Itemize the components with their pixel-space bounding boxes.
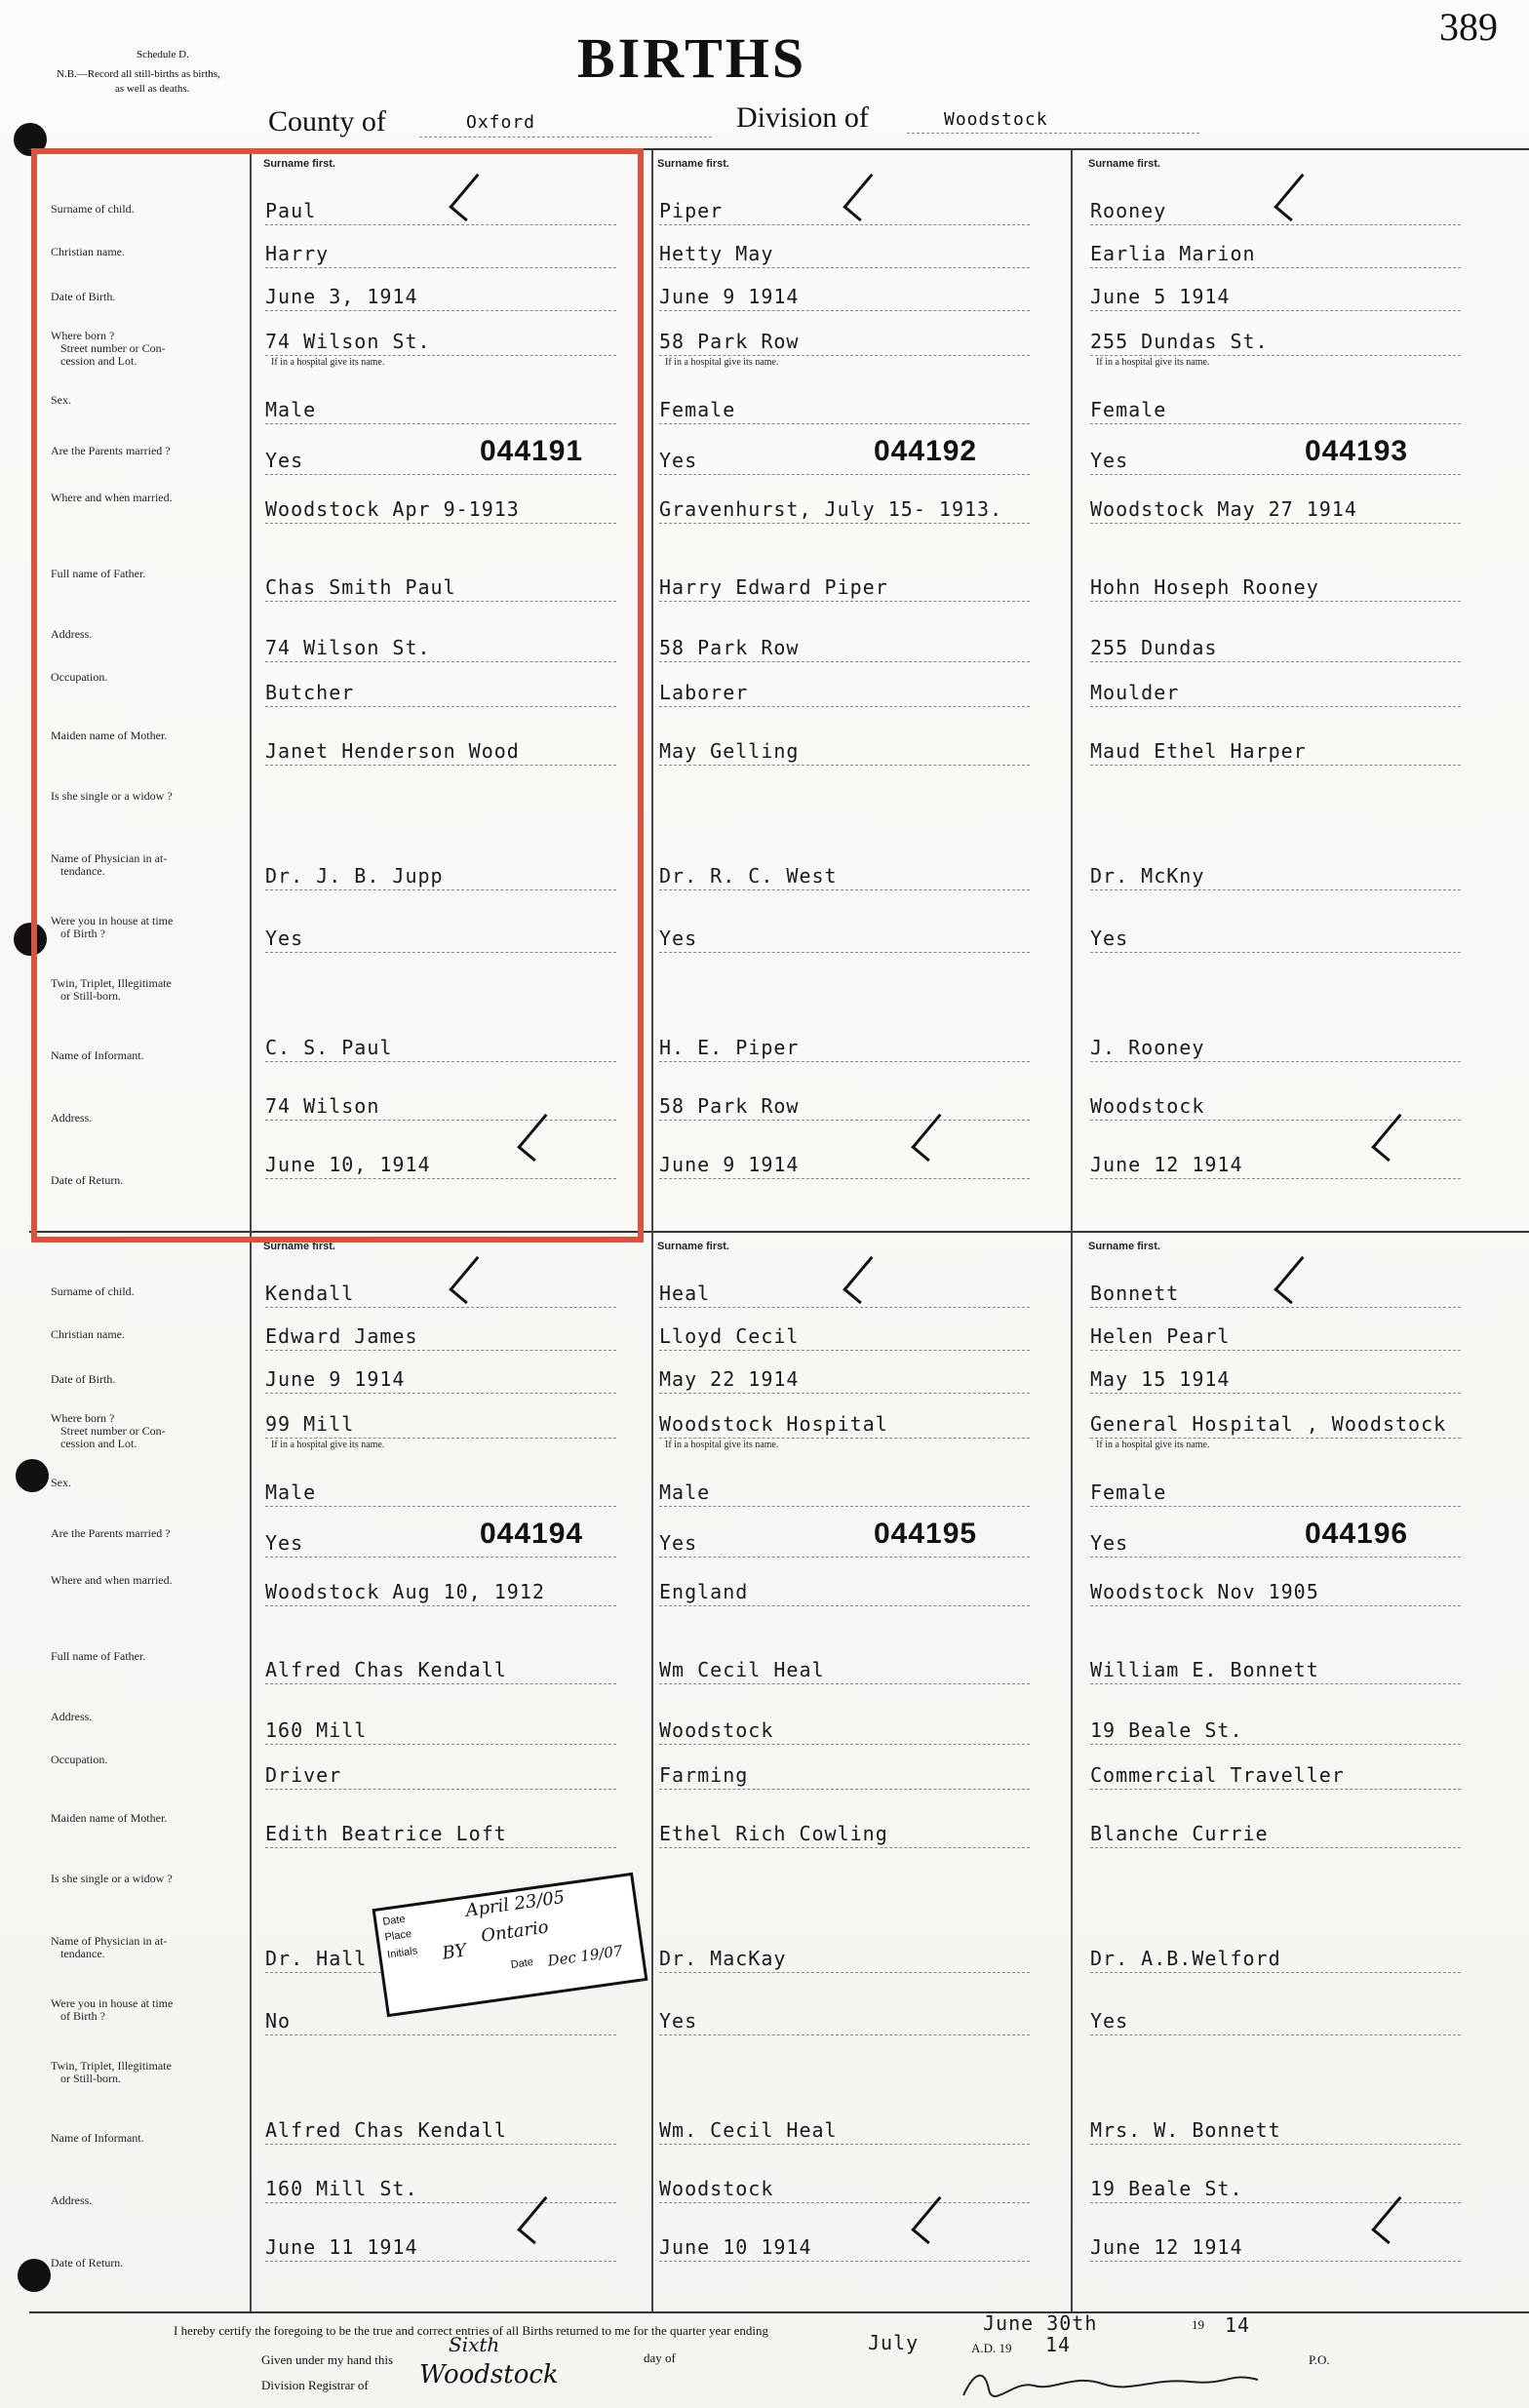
highlight-box	[31, 148, 644, 1243]
field-rule	[659, 1605, 1030, 1606]
field-father: Wm Cecil Heal	[659, 1658, 825, 1681]
field-informant: Alfred Chas Kendall	[265, 2118, 507, 2142]
field-address: 74 Wilson St.	[265, 636, 431, 659]
field-where-married: England	[659, 1580, 749, 1603]
registration-number: 044193	[1305, 435, 1409, 467]
field-christian: Lloyd Cecil	[659, 1324, 800, 1348]
field-rule	[265, 2202, 616, 2203]
field-inf-address: Woodstock	[659, 2177, 774, 2200]
punch-hole	[18, 2259, 51, 2292]
field-rule	[1090, 2034, 1461, 2035]
hospital-note: If in a hospital give its name.	[271, 357, 385, 368]
field-rule	[265, 1605, 616, 1606]
row-label: Christian name.	[51, 1327, 125, 1341]
year-suffix: 14	[1225, 2313, 1251, 2337]
field-where-married: Woodstock May 27 1914	[1090, 497, 1357, 521]
field-rule	[659, 1789, 1030, 1790]
registration-number: 044195	[874, 1518, 978, 1550]
field-inf-address: Woodstock	[1090, 1094, 1205, 1118]
field-address: 58 Park Row	[659, 636, 800, 659]
field-occupation: Moulder	[1090, 681, 1180, 704]
row-label: Street number or Con-	[60, 1424, 166, 1438]
field-surname: Paul	[265, 199, 317, 222]
division-rule	[907, 133, 1199, 134]
stamp-date2-value: Dec 19/07	[546, 1942, 624, 1970]
field-address: Woodstock	[659, 1718, 774, 1742]
row-label: Are the Parents married ?	[51, 1526, 171, 1540]
row-label: Where born ?	[51, 329, 115, 342]
check-mark	[843, 1256, 888, 1304]
stamp-place-label: Place	[383, 1928, 412, 1944]
stamp-date-value: April 23/05	[464, 1886, 567, 1921]
field-rule	[1090, 1307, 1461, 1308]
field-where-married: Woodstock Aug 10, 1912	[265, 1580, 545, 1603]
field-rule	[1090, 765, 1461, 766]
field-rule	[659, 765, 1030, 766]
field-where-married: Gravenhurst, July 15- 1913.	[659, 497, 1003, 521]
row-label: Where and when married.	[51, 1573, 173, 1587]
hospital-note: If in a hospital give its name.	[1096, 1440, 1210, 1450]
field-rule	[659, 1178, 1030, 1179]
field-rule	[659, 952, 1030, 953]
field-mother: Janet Henderson Wood	[265, 739, 520, 763]
stamp-place-value: Ontario	[480, 1916, 550, 1947]
field-rule	[1090, 1605, 1461, 1606]
field-occupation: Laborer	[659, 681, 749, 704]
row-label: Name of Informant.	[51, 1048, 144, 1062]
field-surname: Rooney	[1090, 199, 1167, 222]
field-physician: Dr. R. C. West	[659, 864, 838, 888]
column-header: Surname first.	[263, 1241, 335, 1252]
field-where-born: General Hospital , Woodstock	[1090, 1412, 1447, 1436]
row-label: Street number or Con-	[60, 341, 166, 355]
field-rule	[659, 1061, 1030, 1062]
row-label: Name of Physician in at-	[51, 851, 168, 865]
field-sex: Male	[265, 398, 317, 421]
field-occupation: Driver	[265, 1763, 342, 1787]
stamp-date2-label: Date	[510, 1955, 534, 1972]
field-date-return: June 11 1914	[265, 2235, 418, 2259]
field-where-born: 99 Mill	[265, 1412, 355, 1436]
field-physician: Dr. McKny	[1090, 864, 1205, 888]
row-label: Were you in house at time	[51, 1996, 174, 2010]
page-number: 389	[1439, 5, 1498, 49]
field-occupation: Commercial Traveller	[1090, 1763, 1345, 1787]
stamp-initials-value: BY	[441, 1940, 468, 1964]
field-rule	[1090, 889, 1461, 890]
row-label: Name of Informant.	[51, 2131, 144, 2145]
field-married: Yes	[1090, 449, 1129, 472]
field-married: Yes	[659, 1531, 698, 1555]
division-label: Division of	[736, 101, 869, 134]
division-value: Woodstock	[944, 109, 1048, 130]
column-header: Surname first.	[657, 1241, 729, 1252]
field-rule	[659, 1506, 1030, 1507]
field-mother: Blanche Currie	[1090, 1822, 1269, 1845]
field-rule	[659, 1307, 1030, 1308]
field-rule	[659, 2261, 1030, 2262]
row-label: or Still-born.	[60, 2072, 121, 2085]
field-sex: Female	[1090, 1480, 1167, 1504]
field-christian: Helen Pearl	[1090, 1324, 1231, 1348]
field-informant: C. S. Paul	[265, 1036, 393, 1059]
return-check-mark	[1371, 2196, 1417, 2244]
row-label: tendance.	[60, 1947, 105, 1960]
field-rule	[1090, 1683, 1461, 1684]
registration-number: 044192	[874, 435, 978, 467]
field-rule	[1090, 2144, 1461, 2145]
field-rule	[1090, 1393, 1461, 1394]
field-in-house: Yes	[659, 927, 698, 950]
field-rule	[659, 1972, 1030, 1973]
field-rule	[1090, 1178, 1461, 1179]
field-rule	[659, 889, 1030, 890]
row-label: Surname of child.	[51, 1284, 135, 1298]
field-sex: Female	[1090, 398, 1167, 421]
field-dob: May 22 1914	[659, 1367, 800, 1391]
field-in-house: Yes	[1090, 2009, 1129, 2033]
row-label: tendance.	[60, 864, 105, 878]
field-surname: Kendall	[265, 1282, 355, 1305]
hospital-note: If in a hospital give its name.	[665, 1440, 779, 1450]
ad-suffix: 14	[1045, 2333, 1072, 2356]
county-value: Oxford	[466, 112, 536, 133]
field-surname: Heal	[659, 1282, 711, 1305]
row-label: of Birth ?	[60, 927, 105, 940]
col-divider-2	[1071, 148, 1073, 2311]
field-date-return: June 12 1914	[1090, 1153, 1243, 1176]
year-prefix: 19	[1192, 2317, 1204, 2332]
field-dob: May 15 1914	[1090, 1367, 1231, 1391]
row-label: Address.	[51, 1111, 93, 1125]
field-rule	[659, 2202, 1030, 2203]
row-label: Date of Birth.	[51, 1372, 116, 1386]
row-label: Full name of Father.	[51, 567, 146, 580]
field-sex: Male	[265, 1480, 317, 1504]
field-rule	[265, 1744, 616, 1745]
field-in-house: Yes	[1090, 927, 1129, 950]
return-check-mark	[517, 2196, 563, 2244]
punch-hole	[16, 1459, 49, 1492]
field-rule	[1090, 267, 1461, 268]
registrar-label: Division Registrar of	[261, 2378, 369, 2392]
row-label: of Birth ?	[60, 2009, 105, 2023]
row-label: Sex.	[51, 1476, 71, 1489]
field-sex: Female	[659, 398, 736, 421]
field-rule	[265, 1789, 616, 1790]
field-christian: Harry	[265, 242, 330, 265]
field-father: Hohn Hoseph Rooney	[1090, 575, 1319, 599]
field-rule	[659, 267, 1030, 268]
quarter-end: June 30th	[983, 2311, 1098, 2335]
check-mark	[1274, 1256, 1319, 1304]
row-label: Are the Parents married ?	[51, 444, 171, 457]
field-where-married: Woodstock Nov 1905	[1090, 1580, 1319, 1603]
field-rule	[659, 523, 1030, 524]
field-rule	[1090, 1789, 1461, 1790]
row-label: Is she single or a widow ?	[51, 789, 173, 803]
field-rule	[659, 1393, 1030, 1394]
row-label: Is she single or a widow ?	[51, 1872, 173, 1885]
certify-text: I hereby certify the foregoing to be the true and correct entries of all Births returned to me for the quarter year ending	[174, 2323, 769, 2338]
stamp-initials-label: Initials	[386, 1945, 418, 1961]
field-rule	[265, 2034, 616, 2035]
field-in-house: Yes	[265, 927, 304, 950]
field-in-house: Yes	[659, 2009, 698, 2033]
registrar-signature	[956, 2350, 1268, 2405]
field-rule	[1090, 355, 1461, 356]
field-rule	[1090, 601, 1461, 602]
field-address: 19 Beale St.	[1090, 1718, 1243, 1742]
field-dob: June 9 1914	[265, 1367, 406, 1391]
page-title: BIRTHS	[577, 26, 807, 90]
row-label: Twin, Triplet, Illegitimate	[51, 976, 172, 990]
column-header: Surname first.	[657, 158, 729, 170]
row-label: Were you in house at time	[51, 914, 174, 928]
row-label: Maiden name of Mother.	[51, 1811, 168, 1825]
field-date-return: June 9 1914	[659, 1153, 800, 1176]
field-christian: Hetty May	[659, 242, 774, 265]
row-label: Date of Return.	[51, 2256, 124, 2270]
field-married: Yes	[265, 449, 304, 472]
field-date-return: June 12 1914	[1090, 2235, 1243, 2259]
field-inf-address: 19 Beale St.	[1090, 2177, 1243, 2200]
bottom-rule	[29, 2311, 1529, 2313]
field-physician: Dr. J. B. Jupp	[265, 864, 444, 888]
field-rule	[659, 1683, 1030, 1684]
row-label: Where and when married.	[51, 491, 173, 504]
field-rule	[659, 1847, 1030, 1848]
col-divider-1	[651, 148, 653, 2311]
field-rule	[659, 1120, 1030, 1121]
field-surname: Piper	[659, 199, 724, 222]
field-where-born: 74 Wilson St.	[265, 330, 431, 353]
ad-prefix: A.D. 19	[971, 2341, 1012, 2355]
field-dob: June 3, 1914	[265, 285, 418, 308]
field-rule	[659, 355, 1030, 356]
field-rule	[265, 1307, 616, 1308]
hospital-note: If in a hospital give its name.	[1096, 357, 1210, 368]
field-dob: June 5 1914	[1090, 285, 1231, 308]
return-check-mark	[911, 1114, 957, 1162]
column-header: Surname first.	[1088, 158, 1160, 170]
check-mark	[843, 174, 888, 221]
field-rule	[659, 661, 1030, 662]
row-label: Address.	[51, 2193, 93, 2207]
field-address: 160 Mill	[265, 1718, 368, 1742]
field-christian: Edward James	[265, 1324, 418, 1348]
registration-number: 044196	[1305, 1518, 1409, 1550]
field-rule	[1090, 1744, 1461, 1745]
row-label: Full name of Father.	[51, 1649, 146, 1663]
row-label: Maiden name of Mother.	[51, 729, 168, 742]
field-married: Yes	[659, 449, 698, 472]
row-label: Date of Return.	[51, 1173, 124, 1187]
field-surname: Bonnett	[1090, 1282, 1180, 1305]
field-rule	[659, 423, 1030, 424]
field-married: Yes	[1090, 1531, 1129, 1555]
field-informant: Mrs. W. Bonnett	[1090, 2118, 1281, 2142]
return-check-mark	[911, 2196, 957, 2244]
field-dob: June 9 1914	[659, 285, 800, 308]
field-rule	[659, 1350, 1030, 1351]
row-label: Address.	[51, 627, 93, 641]
row-label: Occupation.	[51, 670, 108, 684]
field-rule	[1090, 423, 1461, 424]
row-label: Sex.	[51, 393, 71, 407]
field-rule	[659, 2144, 1030, 2145]
field-rule	[265, 1350, 616, 1351]
note-line-1: N.B.—Record all still-births as births,	[57, 68, 220, 80]
field-rule	[659, 474, 1030, 475]
field-where-born: 58 Park Row	[659, 330, 800, 353]
field-rule	[1090, 1438, 1461, 1439]
hospital-note: If in a hospital give its name.	[271, 1440, 385, 1450]
field-rule	[659, 1744, 1030, 1745]
field-rule	[659, 224, 1030, 225]
registrar-stamp	[372, 1873, 648, 2017]
row-label: Where born ?	[51, 1411, 115, 1425]
row-label: Occupation.	[51, 1753, 108, 1766]
county-rule	[419, 137, 712, 138]
field-rule	[1090, 224, 1461, 225]
field-rule	[1090, 952, 1461, 953]
field-father: Harry Edward Piper	[659, 575, 888, 599]
field-rule	[1090, 474, 1461, 475]
field-rule	[265, 2261, 616, 2262]
row-label: Surname of child.	[51, 202, 135, 216]
field-rule	[265, 1683, 616, 1684]
registration-number: 044194	[480, 1518, 584, 1550]
registration-number: 044191	[480, 435, 584, 467]
po-label: P.O.	[1309, 2352, 1330, 2367]
field-rule	[265, 1557, 616, 1558]
field-informant: Wm. Cecil Heal	[659, 2118, 838, 2142]
field-rule	[1090, 1847, 1461, 1848]
row-label: cession and Lot.	[60, 1437, 137, 1450]
field-father: Chas Smith Paul	[265, 575, 456, 599]
field-christian: Earlia Marion	[1090, 242, 1256, 265]
field-rule	[265, 1438, 616, 1439]
field-physician: Dr. A.B.Welford	[1090, 1947, 1281, 1970]
field-rule	[659, 310, 1030, 311]
field-informant: J. Rooney	[1090, 1036, 1205, 1059]
field-rule	[265, 1506, 616, 1507]
field-rule	[1090, 706, 1461, 707]
field-rule	[265, 1847, 616, 1848]
check-mark	[449, 1256, 494, 1304]
day-value: Sixth	[449, 2333, 500, 2356]
row-label: Christian name.	[51, 245, 125, 258]
field-occupation: Butcher	[265, 681, 355, 704]
field-rule	[1090, 523, 1461, 524]
row-label: cession and Lot.	[60, 354, 137, 368]
field-sex: Male	[659, 1480, 711, 1504]
schedule-label: Schedule D.	[137, 49, 189, 60]
field-rule	[1090, 1557, 1461, 1558]
field-rule	[1090, 1350, 1461, 1351]
field-rule	[265, 2144, 616, 2145]
field-rule	[1090, 1506, 1461, 1507]
field-rule	[265, 1393, 616, 1394]
field-mother: Maud Ethel Harper	[1090, 739, 1307, 763]
field-inf-address: 74 Wilson	[265, 1094, 380, 1118]
field-father: Alfred Chas Kendall	[265, 1658, 507, 1681]
field-rule	[1090, 1972, 1461, 1973]
stamp-date-label: Date	[381, 1913, 407, 1928]
field-rule	[659, 1438, 1030, 1439]
column-header: Surname first.	[1088, 1241, 1160, 1252]
field-physician: Dr. MacKay	[659, 1947, 787, 1970]
field-inf-address: 160 Mill St.	[265, 2177, 418, 2200]
row-label: Address.	[51, 1710, 93, 1723]
field-rule	[659, 706, 1030, 707]
field-rule	[659, 2034, 1030, 2035]
field-rule	[659, 1557, 1030, 1558]
county-label: County of	[268, 105, 386, 138]
field-rule	[1090, 310, 1461, 311]
check-mark	[1274, 174, 1319, 221]
field-mother: May Gelling	[659, 739, 800, 763]
registrar-place: Woodstock	[419, 2360, 559, 2389]
day-of: day of	[644, 2350, 676, 2365]
field-married: Yes	[265, 1531, 304, 1555]
field-rule	[1090, 2261, 1461, 2262]
field-where-born: Woodstock Hospital	[659, 1412, 888, 1436]
field-rule	[659, 601, 1030, 602]
field-mother: Ethel Rich Cowling	[659, 1822, 888, 1845]
field-rule	[1090, 661, 1461, 662]
field-in-house: No	[265, 2009, 292, 2033]
hospital-note: If in a hospital give its name.	[665, 357, 779, 368]
field-rule	[1090, 1061, 1461, 1062]
month-value: July	[868, 2331, 920, 2354]
return-check-mark	[1371, 1114, 1417, 1162]
field-physician: Dr. Hall	[265, 1947, 368, 1970]
field-father: William E. Bonnett	[1090, 1658, 1319, 1681]
field-mother: Edith Beatrice Loft	[265, 1822, 507, 1845]
row-label: Date of Birth.	[51, 290, 116, 303]
field-where-born: 255 Dundas St.	[1090, 330, 1269, 353]
field-occupation: Farming	[659, 1763, 749, 1787]
field-informant: H. E. Piper	[659, 1036, 800, 1059]
row-label: Name of Physician in at-	[51, 1934, 168, 1948]
column-header: Surname first.	[263, 158, 335, 170]
field-address: 255 Dundas	[1090, 636, 1218, 659]
row-label: Twin, Triplet, Illegitimate	[51, 2059, 172, 2072]
field-inf-address: 58 Park Row	[659, 1094, 800, 1118]
row-label: or Still-born.	[60, 989, 121, 1003]
given-text: Given under my hand this	[261, 2352, 394, 2367]
note-line-2: as well as deaths.	[115, 83, 190, 95]
field-date-return: June 10, 1914	[265, 1153, 431, 1176]
field-date-return: June 10 1914	[659, 2235, 812, 2259]
field-where-married: Woodstock Apr 9-1913	[265, 497, 520, 521]
